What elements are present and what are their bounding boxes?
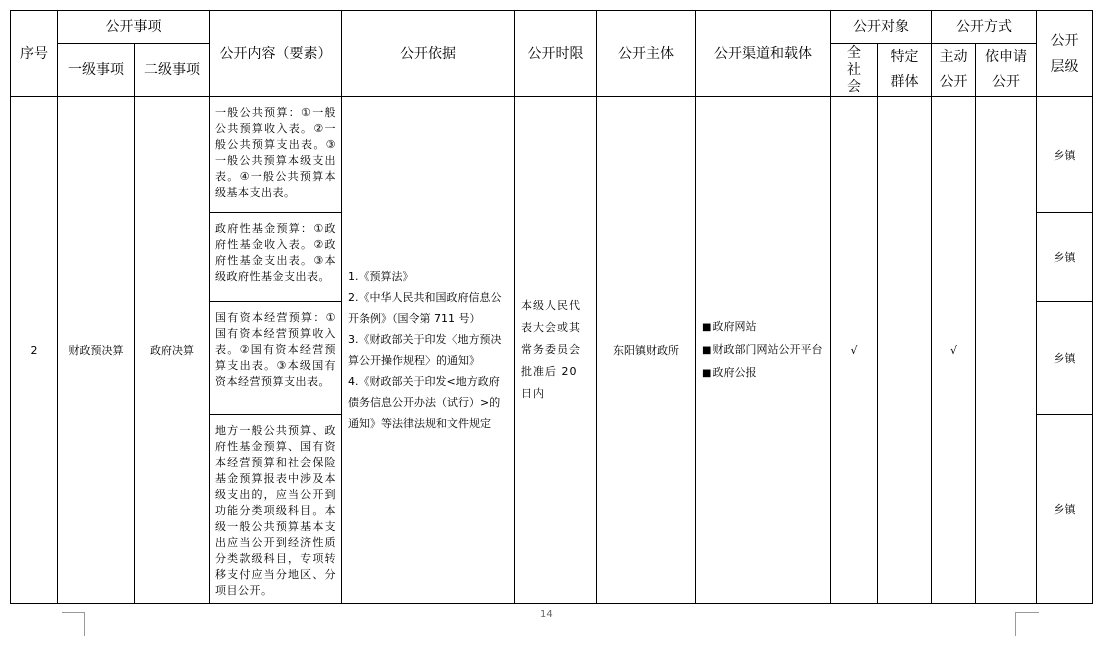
header-method-request-line1: 依申请 bbox=[985, 49, 1027, 65]
content-cell-fund-budget: 政府性基金预算：①政府性基金收入表。②政府性基金支出表。③本级政府性基金支出表。 bbox=[210, 213, 342, 302]
header-target-all-char1: 全 bbox=[847, 44, 861, 61]
crop-mark-right-vertical bbox=[1015, 612, 1016, 636]
row-channel bbox=[696, 97, 831, 604]
row-basis bbox=[342, 97, 515, 604]
crop-mark-left-horizontal bbox=[62, 612, 84, 613]
header-target-specific-line2: 群体 bbox=[890, 74, 919, 90]
header-level-line2: 层级 bbox=[1050, 58, 1079, 75]
level-cell: 乡镇 bbox=[1037, 213, 1093, 302]
header-level-line1: 公开 bbox=[1050, 32, 1079, 49]
header-method-active bbox=[932, 44, 976, 97]
level-cell: 乡镇 bbox=[1037, 302, 1093, 415]
header-level bbox=[1037, 11, 1093, 97]
header-target-all-char3: 会 bbox=[847, 78, 861, 95]
content-cell-disclosure-requirements: 地方一般公共预算、政府性基金预算、国有资本经营预算和社会保险基金预算报表中涉及本级支出的，应当公开到功能分类项级科目。本级一般公共预算基本支出应当公开到经济性质分类款级科目，专项转移支付应当分地区、分项目公开。 bbox=[210, 415, 342, 604]
row-item-l1: 财政预决算 bbox=[58, 97, 135, 604]
level-cell: 乡镇 bbox=[1037, 415, 1093, 604]
header-method-active-line2: 公开 bbox=[939, 74, 968, 90]
header-item-l2: 二级事项 bbox=[135, 44, 210, 97]
header-target-group: 公开对象 bbox=[831, 11, 932, 44]
row-method-active-check: √ bbox=[932, 97, 976, 604]
row-item-l2: 政府决算 bbox=[135, 97, 210, 604]
row-seq: 2 bbox=[11, 97, 58, 604]
header-seq: 序号 bbox=[11, 11, 58, 97]
header-method-request bbox=[976, 44, 1037, 97]
header-basis: 公开依据 bbox=[342, 11, 515, 97]
header-method-request-line2: 公开 bbox=[992, 74, 1020, 90]
basis-line-2: 2.《中华人民共和国政府信息公开条例》（国令第 711 号） bbox=[348, 291, 502, 325]
row-subject: 东阳镇财政所 bbox=[597, 97, 696, 604]
header-channel: 公开渠道和载体 bbox=[696, 11, 831, 97]
basis-line-4: 4.《财政部关于印发<地方政府债务信息公开办法（试行）>的通知》等法律法规和文件规定 bbox=[348, 375, 501, 430]
page-number: 14 bbox=[540, 609, 553, 620]
crop-mark-right-horizontal bbox=[1015, 612, 1039, 613]
disclosure-table-sheet bbox=[10, 10, 1093, 604]
basis-line-1: 1.《预算法》 bbox=[348, 270, 414, 283]
header-target-all-char2: 社 bbox=[847, 61, 861, 78]
disclosure-table bbox=[10, 10, 1093, 604]
header-content: 公开内容（要素） bbox=[210, 11, 342, 97]
header-target-specific-line1: 特定 bbox=[890, 49, 919, 65]
header-time-limit: 公开时限 bbox=[515, 11, 597, 97]
content-cell-general-budget: 一般公共预算：①一般公共预算收入表。②一般公共预算支出表。③一般公共预算本级支出表。④一般公共预算本级基本支出表。 bbox=[210, 97, 342, 213]
row-target-all-check: √ bbox=[831, 97, 878, 604]
level-cell: 乡镇 bbox=[1037, 97, 1093, 213]
header-item-l1: 一级事项 bbox=[58, 44, 135, 97]
header-method-group: 公开方式 bbox=[932, 11, 1037, 44]
channel-item: ■ 政府网站 bbox=[702, 316, 824, 339]
row-target-specific bbox=[878, 97, 932, 604]
header-subject: 公开主体 bbox=[597, 11, 696, 97]
header-method-active-line1: 主动 bbox=[939, 49, 968, 65]
crop-mark-left-vertical bbox=[84, 612, 85, 636]
header-target-all bbox=[831, 44, 878, 97]
channel-item: ■ 财政部门网站公开平台 bbox=[702, 339, 824, 362]
header-item-group: 公开事项 bbox=[58, 11, 210, 44]
channel-item: ■ 政府公报 bbox=[702, 362, 824, 385]
content-cell-state-capital-budget: 国有资本经营预算：①国有资本经营预算收入表。②国有资本经营预算支出表。③本级国有资本经营预算支出表。 bbox=[210, 302, 342, 415]
basis-line-3: 3.《财政部关于印发〈地方预决算公开操作规程〉的通知》 bbox=[348, 333, 502, 367]
row-method-request bbox=[976, 97, 1037, 604]
row-time-limit: 本级人民代表大会或其常务委员会批准后 20 日内 bbox=[515, 97, 597, 604]
header-target-specific bbox=[878, 44, 932, 97]
